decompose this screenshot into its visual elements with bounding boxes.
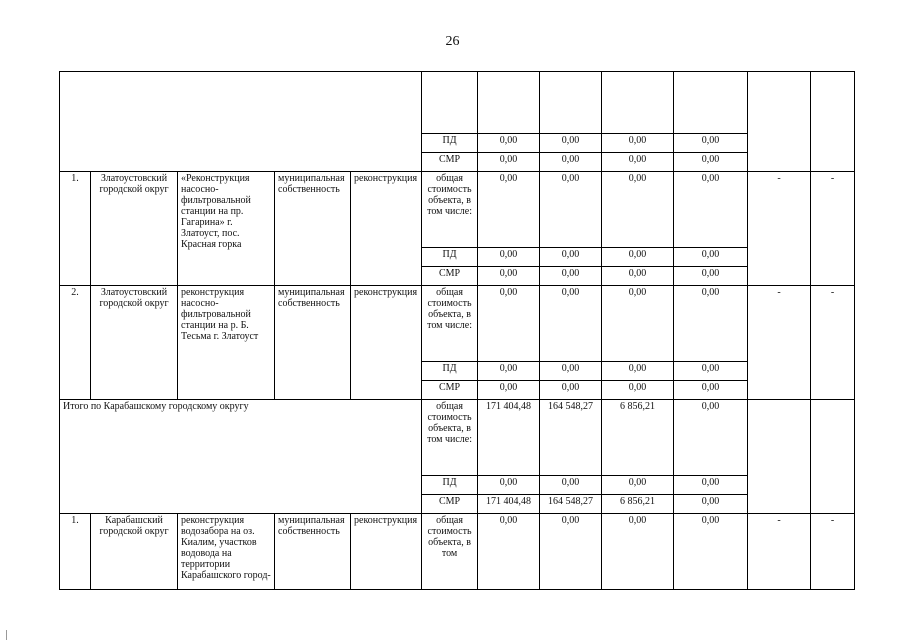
total-label: общая стоимость объекта, в том числе:	[422, 172, 478, 248]
item-number: 2.	[60, 286, 91, 400]
dash-cell: -	[748, 172, 811, 286]
value-cell: 0,00	[478, 476, 540, 495]
total-label: общая стоимость объекта, в том	[422, 514, 478, 590]
value-cell: 6 856,21	[602, 495, 674, 514]
value-cell: 0,00	[602, 381, 674, 400]
ownership-cell: муниципальная собственность	[275, 514, 351, 590]
empty-header-cell	[60, 72, 422, 172]
value-cell: 0,00	[674, 248, 748, 267]
work-type-cell: реконструкция	[351, 514, 422, 590]
value-cell: 0,00	[478, 172, 540, 248]
object-cell: реконструкция насосно-фильтровальной станции на р. Б. Тесьма г. Златоуст	[178, 286, 275, 400]
item-number: 1.	[60, 514, 91, 590]
work-type-cell: реконструкция	[351, 172, 422, 286]
dash-cell: -	[811, 172, 855, 286]
value-cell: 0,00	[540, 476, 602, 495]
row-label: ПД	[422, 362, 478, 381]
dash-cell: -	[748, 514, 811, 590]
dash-cell: -	[811, 514, 855, 590]
item-number: 1.	[60, 172, 91, 286]
work-type-cell: реконструкция	[351, 286, 422, 400]
value-cell: 0,00	[674, 286, 748, 362]
value-cell: 0,00	[674, 134, 748, 153]
value-cell: 6 856,21	[602, 400, 674, 476]
value-cell: 0,00	[478, 286, 540, 362]
value-cell: 0,00	[674, 381, 748, 400]
value-cell: 0,00	[602, 134, 674, 153]
value-cell: 171 404,48	[478, 495, 540, 514]
total-label: общая стоимость объекта, в том числе:	[422, 286, 478, 362]
value-cell: 0,00	[602, 172, 674, 248]
value-cell: 0,00	[674, 514, 748, 590]
value-cell: 0,00	[602, 514, 674, 590]
value-cell: 0,00	[478, 381, 540, 400]
row-label: ПД	[422, 248, 478, 267]
value-cell: 0,00	[674, 476, 748, 495]
value-cell: 0,00	[478, 248, 540, 267]
row-label: ПД	[422, 476, 478, 495]
value-cell: 0,00	[478, 362, 540, 381]
ownership-cell: муниципальная собственность	[275, 172, 351, 286]
value-cell: 164 548,27	[540, 400, 602, 476]
row-label: СМР	[422, 267, 478, 286]
table-row	[60, 286, 855, 362]
page-number: 26	[445, 34, 460, 49]
value-cell: 0,00	[478, 134, 540, 153]
row-label: СМР	[422, 153, 478, 172]
value-cell: 0,00	[478, 267, 540, 286]
ownership-cell: муниципальная собственность	[275, 286, 351, 400]
value-cell: 0,00	[602, 362, 674, 381]
table-row	[60, 514, 855, 590]
value-cell: 0,00	[478, 514, 540, 590]
value-cell: 0,00	[602, 286, 674, 362]
total-label: общая стоимость объекта, в том числе:	[422, 400, 478, 476]
value-cell: 0,00	[540, 362, 602, 381]
value-cell: 0,00	[540, 286, 602, 362]
value-cell: 0,00	[674, 400, 748, 476]
table-row	[60, 400, 855, 476]
value-cell: 0,00	[540, 514, 602, 590]
value-cell: 0,00	[540, 172, 602, 248]
value-cell: 0,00	[540, 267, 602, 286]
value-cell: 0,00	[540, 153, 602, 172]
value-cell: 0,00	[478, 153, 540, 172]
value-cell: 0,00	[602, 476, 674, 495]
value-cell: 0,00	[674, 267, 748, 286]
value-cell: 171 404,48	[478, 400, 540, 476]
table-row	[60, 172, 855, 248]
value-cell: 0,00	[540, 381, 602, 400]
object-cell: «Реконструкция насосно-фильтровальной станции на пр. Гагарина» г. Златоуст, пос. Красная горка	[178, 172, 275, 286]
table-row	[60, 72, 855, 134]
value-cell: 0,00	[602, 267, 674, 286]
value-cell: 0,00	[674, 153, 748, 172]
value-cell: 164 548,27	[540, 495, 602, 514]
scan-edge-mark	[6, 630, 11, 640]
row-label: ПД	[422, 134, 478, 153]
municipality-cell: Карабашский городской округ	[91, 514, 178, 590]
municipality-cell: Златоустовский городской округ	[91, 172, 178, 286]
dash-cell: -	[811, 286, 855, 400]
value-cell: 0,00	[674, 362, 748, 381]
dash-cell: -	[748, 286, 811, 400]
total-title: Итого по Карабашскому городскому округу	[60, 400, 422, 514]
value-cell: 0,00	[674, 495, 748, 514]
row-label: СМР	[422, 495, 478, 514]
investment-table	[59, 71, 855, 590]
value-cell: 0,00	[602, 248, 674, 267]
value-cell: 0,00	[602, 153, 674, 172]
row-label: СМР	[422, 381, 478, 400]
value-cell: 0,00	[674, 172, 748, 248]
value-cell: 0,00	[540, 134, 602, 153]
value-cell: 0,00	[540, 248, 602, 267]
object-cell: реконструкция водозабора на оз. Киалим, участков водовода на территории Карабашского город-	[178, 514, 275, 590]
municipality-cell: Златоустовский городской округ	[91, 286, 178, 400]
